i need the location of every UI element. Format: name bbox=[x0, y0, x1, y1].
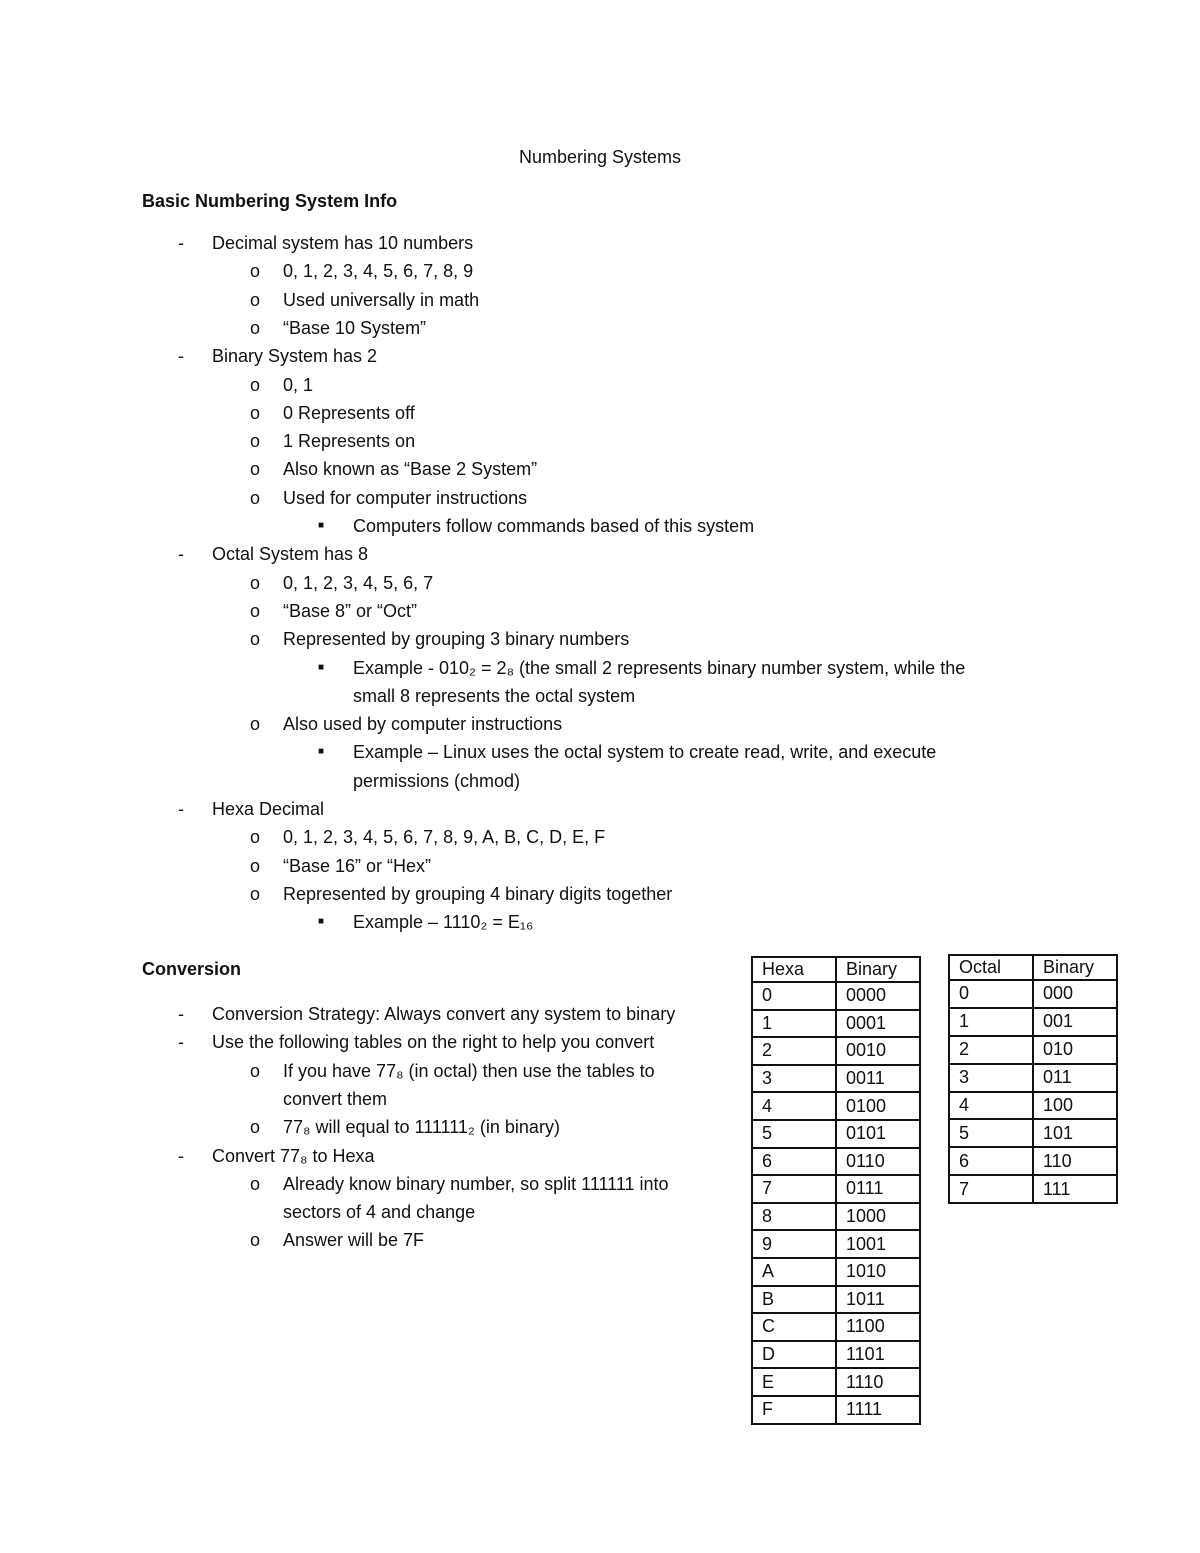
hex-table-cell: 8 bbox=[752, 1203, 836, 1231]
hex-table-cell: 0111 bbox=[836, 1175, 920, 1203]
table-row bbox=[949, 1147, 1117, 1175]
table-header-row bbox=[949, 955, 1117, 980]
hex-table-cell: 0 bbox=[752, 982, 836, 1010]
hex-table-cell: B bbox=[752, 1286, 836, 1314]
list-item-text: sectors of 4 and change bbox=[283, 1202, 476, 1223]
list-item-text: 77₈ will equal to 111111₂ (in binary) bbox=[283, 1117, 560, 1138]
hex-table-cell: 0010 bbox=[836, 1037, 920, 1065]
octal-table-cell: 4 bbox=[949, 1092, 1033, 1120]
table-row bbox=[752, 1010, 920, 1038]
table-row bbox=[752, 1037, 920, 1065]
list-item-text: 0 Represents off bbox=[283, 402, 415, 423]
table-row bbox=[752, 1396, 920, 1424]
octal-table-cell: 110 bbox=[1033, 1147, 1117, 1175]
list-item-text: “Base 8” or “Oct” bbox=[283, 600, 418, 621]
hex-table-cell: 5 bbox=[752, 1120, 836, 1148]
list-item-text: Convert 77₈ to Hexa bbox=[212, 1145, 375, 1166]
bullet-marker: o bbox=[250, 600, 261, 621]
hex-table-cell: 1001 bbox=[836, 1230, 920, 1258]
octal-table-cell: 000 bbox=[1033, 980, 1117, 1008]
table-row bbox=[752, 1065, 920, 1093]
bullet-marker: - bbox=[178, 346, 184, 367]
hex-table-cell: 0100 bbox=[836, 1092, 920, 1120]
octal-table-cell: 111 bbox=[1033, 1175, 1117, 1203]
octal-table-cell: 5 bbox=[949, 1119, 1033, 1147]
hex-table-cell: 0001 bbox=[836, 1010, 920, 1038]
table-row bbox=[949, 1064, 1117, 1092]
list-item-text: Example - 010₂ = 2₈ (the small 2 represents binary number system, while the bbox=[353, 657, 966, 678]
hex-table-cell: F bbox=[752, 1396, 836, 1424]
table-row bbox=[949, 980, 1117, 1008]
hex-table-cell: 0101 bbox=[836, 1120, 920, 1148]
table-row bbox=[752, 982, 920, 1010]
list-item-text: convert them bbox=[283, 1088, 388, 1109]
bullet-marker: o bbox=[250, 1060, 261, 1081]
bullet-marker: o bbox=[250, 1117, 261, 1138]
bullet-marker: o bbox=[250, 883, 261, 904]
table-row bbox=[752, 1230, 920, 1258]
bullet-marker: o bbox=[250, 714, 261, 735]
octal-binary-table bbox=[948, 954, 1118, 1204]
list-item-text: Also used by computer instructions bbox=[283, 714, 563, 735]
list-item-text: Used universally in math bbox=[283, 289, 480, 310]
hex-table-cell: 3 bbox=[752, 1065, 836, 1093]
table-row bbox=[752, 1175, 920, 1203]
bullet-marker: - bbox=[178, 544, 184, 565]
list-item-text: Use the following tables on the right to help you convert bbox=[212, 1032, 655, 1053]
hex-table-cell: C bbox=[752, 1313, 836, 1341]
list-item-text: 0, 1 bbox=[283, 374, 314, 395]
hex-table-cell: A bbox=[752, 1258, 836, 1286]
hex-table-header-cell: Binary bbox=[836, 957, 920, 982]
hex-binary-table bbox=[751, 956, 921, 1425]
hex-table-cell: 1111 bbox=[836, 1396, 920, 1424]
hex-table-cell: 0110 bbox=[836, 1148, 920, 1176]
list-item-text: Hexa Decimal bbox=[212, 799, 325, 819]
table-row bbox=[752, 1258, 920, 1286]
bullet-marker: o bbox=[250, 1230, 261, 1251]
bullet-marker: ■ bbox=[318, 916, 325, 928]
list-item-text: Octal System has 8 bbox=[212, 544, 369, 565]
list-item-text: Already know binary number, so split 111111 into bbox=[283, 1173, 669, 1194]
table-row bbox=[752, 1341, 920, 1369]
list-item-text: Used for computer instructions bbox=[283, 487, 528, 508]
table-row bbox=[949, 1092, 1117, 1120]
table-row bbox=[949, 1119, 1117, 1147]
hex-table-cell: 0011 bbox=[836, 1065, 920, 1093]
list-item-text: If you have 77₈ (in octal) then use the tables to bbox=[283, 1060, 655, 1081]
list-item-text: 1 Represents on bbox=[283, 431, 416, 452]
octal-table-cell: 7 bbox=[949, 1175, 1033, 1203]
list-item-text: Represented by grouping 3 binary numbers bbox=[283, 629, 630, 650]
bullet-marker: - bbox=[178, 1145, 184, 1166]
bullet-marker: o bbox=[250, 827, 261, 848]
bullet-marker: o bbox=[250, 1173, 261, 1194]
list-item-text: Conversion Strategy: Always convert any system to binary bbox=[212, 1004, 676, 1024]
hex-table-cell: D bbox=[752, 1341, 836, 1369]
octal-table-cell: 100 bbox=[1033, 1092, 1117, 1120]
table-row bbox=[752, 1286, 920, 1314]
list-item-text: 0, 1, 2, 3, 4, 5, 6, 7 bbox=[283, 572, 434, 593]
bullet-marker: o bbox=[250, 261, 261, 282]
bullet-marker: ■ bbox=[318, 520, 325, 531]
list-item-text: Also known as “Base 2 System” bbox=[283, 459, 538, 480]
hex-table-cell: 4 bbox=[752, 1092, 836, 1120]
list-item-text: Example – Linux uses the octal system to create read, write, and execute bbox=[353, 742, 937, 763]
octal-table-cell: 001 bbox=[1033, 1008, 1117, 1036]
list-item-text: 0, 1, 2, 3, 4, 5, 6, 7, 8, 9, A, B, C, D, E, F bbox=[283, 827, 606, 848]
bullet-marker: o bbox=[250, 459, 261, 480]
hex-table-cell: 9 bbox=[752, 1230, 836, 1258]
bullet-marker: o bbox=[250, 572, 261, 593]
bullet-marker: - bbox=[178, 233, 184, 253]
octal-table-cell: 011 bbox=[1033, 1064, 1117, 1092]
hex-table-cell: 0000 bbox=[836, 982, 920, 1010]
section-heading-basic-info: Basic Numbering System Info bbox=[142, 191, 398, 211]
list-item-text: small 8 represents the octal system bbox=[353, 685, 636, 706]
bullet-marker: o bbox=[250, 374, 261, 395]
table-row bbox=[752, 1092, 920, 1120]
octal-table-cell: 2 bbox=[949, 1036, 1033, 1064]
table-row bbox=[949, 1175, 1117, 1203]
hex-table-cell: 1000 bbox=[836, 1203, 920, 1231]
octal-table-cell: 0 bbox=[949, 980, 1033, 1008]
hex-table-cell: 1101 bbox=[836, 1341, 920, 1369]
octal-table-cell: 1 bbox=[949, 1008, 1033, 1036]
bullet-marker: o bbox=[250, 317, 261, 338]
hex-table-cell: 6 bbox=[752, 1148, 836, 1176]
table-row bbox=[752, 1148, 920, 1176]
bullet-marker: o bbox=[250, 402, 261, 423]
bullet-marker: - bbox=[178, 799, 184, 819]
list-item-text: Binary System has 2 bbox=[212, 346, 378, 367]
section-heading-conversion: Conversion bbox=[142, 959, 242, 979]
bullet-marker: o bbox=[250, 431, 261, 452]
page-title: Numbering Systems bbox=[518, 147, 682, 167]
bullet-marker: ■ bbox=[318, 661, 325, 673]
table-row bbox=[752, 1203, 920, 1231]
octal-table-header-cell: Octal bbox=[949, 955, 1033, 980]
hex-table-cell: 1010 bbox=[836, 1258, 920, 1286]
bullet-marker: - bbox=[178, 1032, 184, 1053]
bullet-marker: o bbox=[250, 629, 261, 650]
bullet-marker: o bbox=[250, 289, 261, 310]
hex-table-cell: 1 bbox=[752, 1010, 836, 1038]
table-row bbox=[752, 1313, 920, 1341]
table-row bbox=[949, 1036, 1117, 1064]
table-row bbox=[949, 1008, 1117, 1036]
list-item-text: 0, 1, 2, 3, 4, 5, 6, 7, 8, 9 bbox=[283, 261, 474, 282]
hex-table-cell: 1100 bbox=[836, 1313, 920, 1341]
octal-table-cell: 010 bbox=[1033, 1036, 1117, 1064]
hex-table-cell: 2 bbox=[752, 1037, 836, 1065]
octal-table-cell: 3 bbox=[949, 1064, 1033, 1092]
hex-table-cell: 1011 bbox=[836, 1286, 920, 1314]
hex-table-cell: 1110 bbox=[836, 1368, 920, 1396]
table-row bbox=[752, 1120, 920, 1148]
list-item-text: “Base 16” or “Hex” bbox=[283, 855, 432, 876]
hex-table-header-cell: Hexa bbox=[752, 957, 836, 982]
bullet-marker: - bbox=[178, 1004, 184, 1024]
list-item-text: Answer will be 7F bbox=[283, 1230, 425, 1251]
table-row bbox=[752, 1368, 920, 1396]
list-item-text: Example – 1110₂ = E₁₆ bbox=[353, 912, 534, 933]
bullet-marker: o bbox=[250, 855, 261, 876]
bullet-marker: ■ bbox=[318, 746, 325, 758]
table-header-row bbox=[752, 957, 920, 982]
hex-table-cell: E bbox=[752, 1368, 836, 1396]
list-item-text: Decimal system has 10 numbers bbox=[212, 233, 474, 253]
bullet-marker: o bbox=[250, 487, 261, 508]
list-item-text: permissions (chmod) bbox=[353, 770, 521, 791]
octal-table-cell: 101 bbox=[1033, 1119, 1117, 1147]
list-item-text: “Base 10 System” bbox=[283, 317, 427, 338]
list-item-text: Represented by grouping 4 binary digits together bbox=[283, 883, 673, 904]
octal-table-header-cell: Binary bbox=[1033, 955, 1117, 980]
octal-table-cell: 6 bbox=[949, 1147, 1033, 1175]
list-item-text: Computers follow commands based of this system bbox=[353, 516, 755, 536]
hex-table-cell: 7 bbox=[752, 1175, 836, 1203]
